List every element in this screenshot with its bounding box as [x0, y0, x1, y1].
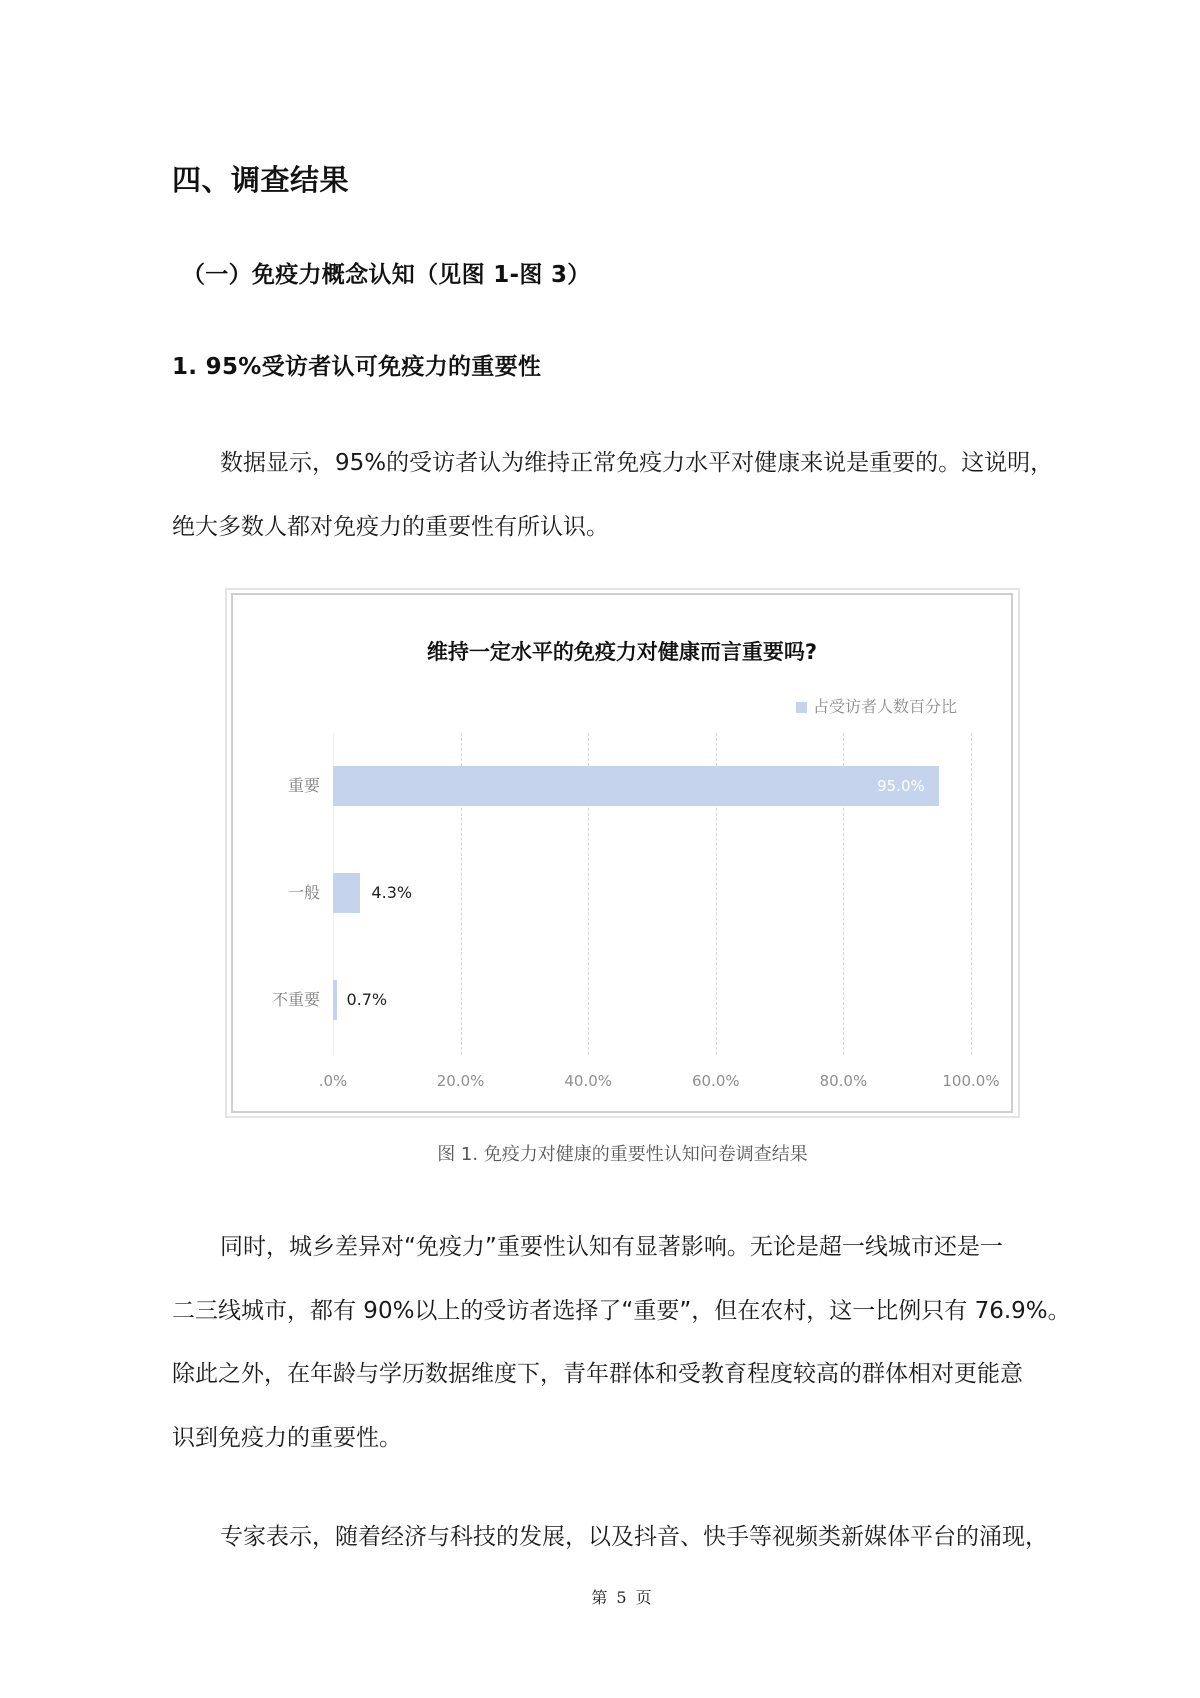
- bar-value-label: 4.3%: [371, 883, 413, 902]
- legend-swatch-icon: [796, 702, 807, 713]
- paragraph-intro: [172, 432, 1082, 559]
- bar-value-label: 95.0%: [877, 777, 925, 795]
- text-line: 数据显示，95%的受访者认为维持正常免疫力水平对健康来说是重要的。这说明，: [220, 450, 1054, 476]
- chart-bar: [333, 766, 939, 806]
- x-tick-label: 20.0%: [436, 1072, 485, 1090]
- chart-title: 维持一定水平的免疫力对健康而言重要吗?: [426, 640, 818, 664]
- paragraph-urban-rural: [172, 1216, 1082, 1470]
- category-label: 重要: [287, 776, 320, 795]
- paragraph-expert: [172, 1506, 1082, 1570]
- text-line: 二三线城市，都有 90%以上的受访者选择了“重要”，但在农村，这一比例只有 76.9%。: [172, 1297, 1071, 1324]
- text-line: 同时，城乡差异对“免疫力”重要性认知有显著影响。无论是超一线城市还是一: [220, 1234, 1003, 1260]
- text-line: 除此之外，在年龄与学历数据维度下，青年群体和受教育程度较高的群体相对更能意: [172, 1361, 1023, 1387]
- figure-caption: 图 1. 免疫力对健康的重要性认知问卷调查结果: [437, 1144, 808, 1165]
- subsection-heading: （一）免疫力概念认知（见图 1-图 3）: [182, 262, 591, 288]
- text-line: 绝大多数人都对免疫力的重要性有所认识。: [172, 513, 609, 540]
- text-line: 识到免疫力的重要性。: [172, 1424, 402, 1451]
- x-tick-label: 80.0%: [819, 1072, 868, 1090]
- x-tick-label: 100.0%: [942, 1072, 1000, 1090]
- chart-legend: [796, 695, 957, 719]
- page-number: 第 5 页: [591, 1588, 654, 1607]
- chart-bar: [333, 873, 360, 913]
- x-tick-label: 60.0%: [691, 1072, 740, 1090]
- text-line: 专家表示，随着经济与科技的发展，以及抖音、快手等视频类新媒体平台的涌现，: [220, 1524, 1048, 1550]
- x-tick-label: 40.0%: [564, 1072, 613, 1090]
- gridline: [971, 733, 972, 1055]
- bar-value-label: 0.7%: [346, 990, 388, 1009]
- x-tick-label: .0%: [318, 1072, 348, 1090]
- category-label: 不重要: [271, 990, 320, 1009]
- legend-label: 占受访者人数百分比: [813, 697, 958, 716]
- section-heading: 四、调查结果: [172, 163, 350, 197]
- chart-bar: [333, 980, 337, 1020]
- topic-heading: 1. 95%受访者认可免疫力的重要性: [172, 354, 542, 380]
- category-label: 一般: [287, 883, 320, 902]
- chart-plot-area: [333, 733, 971, 1055]
